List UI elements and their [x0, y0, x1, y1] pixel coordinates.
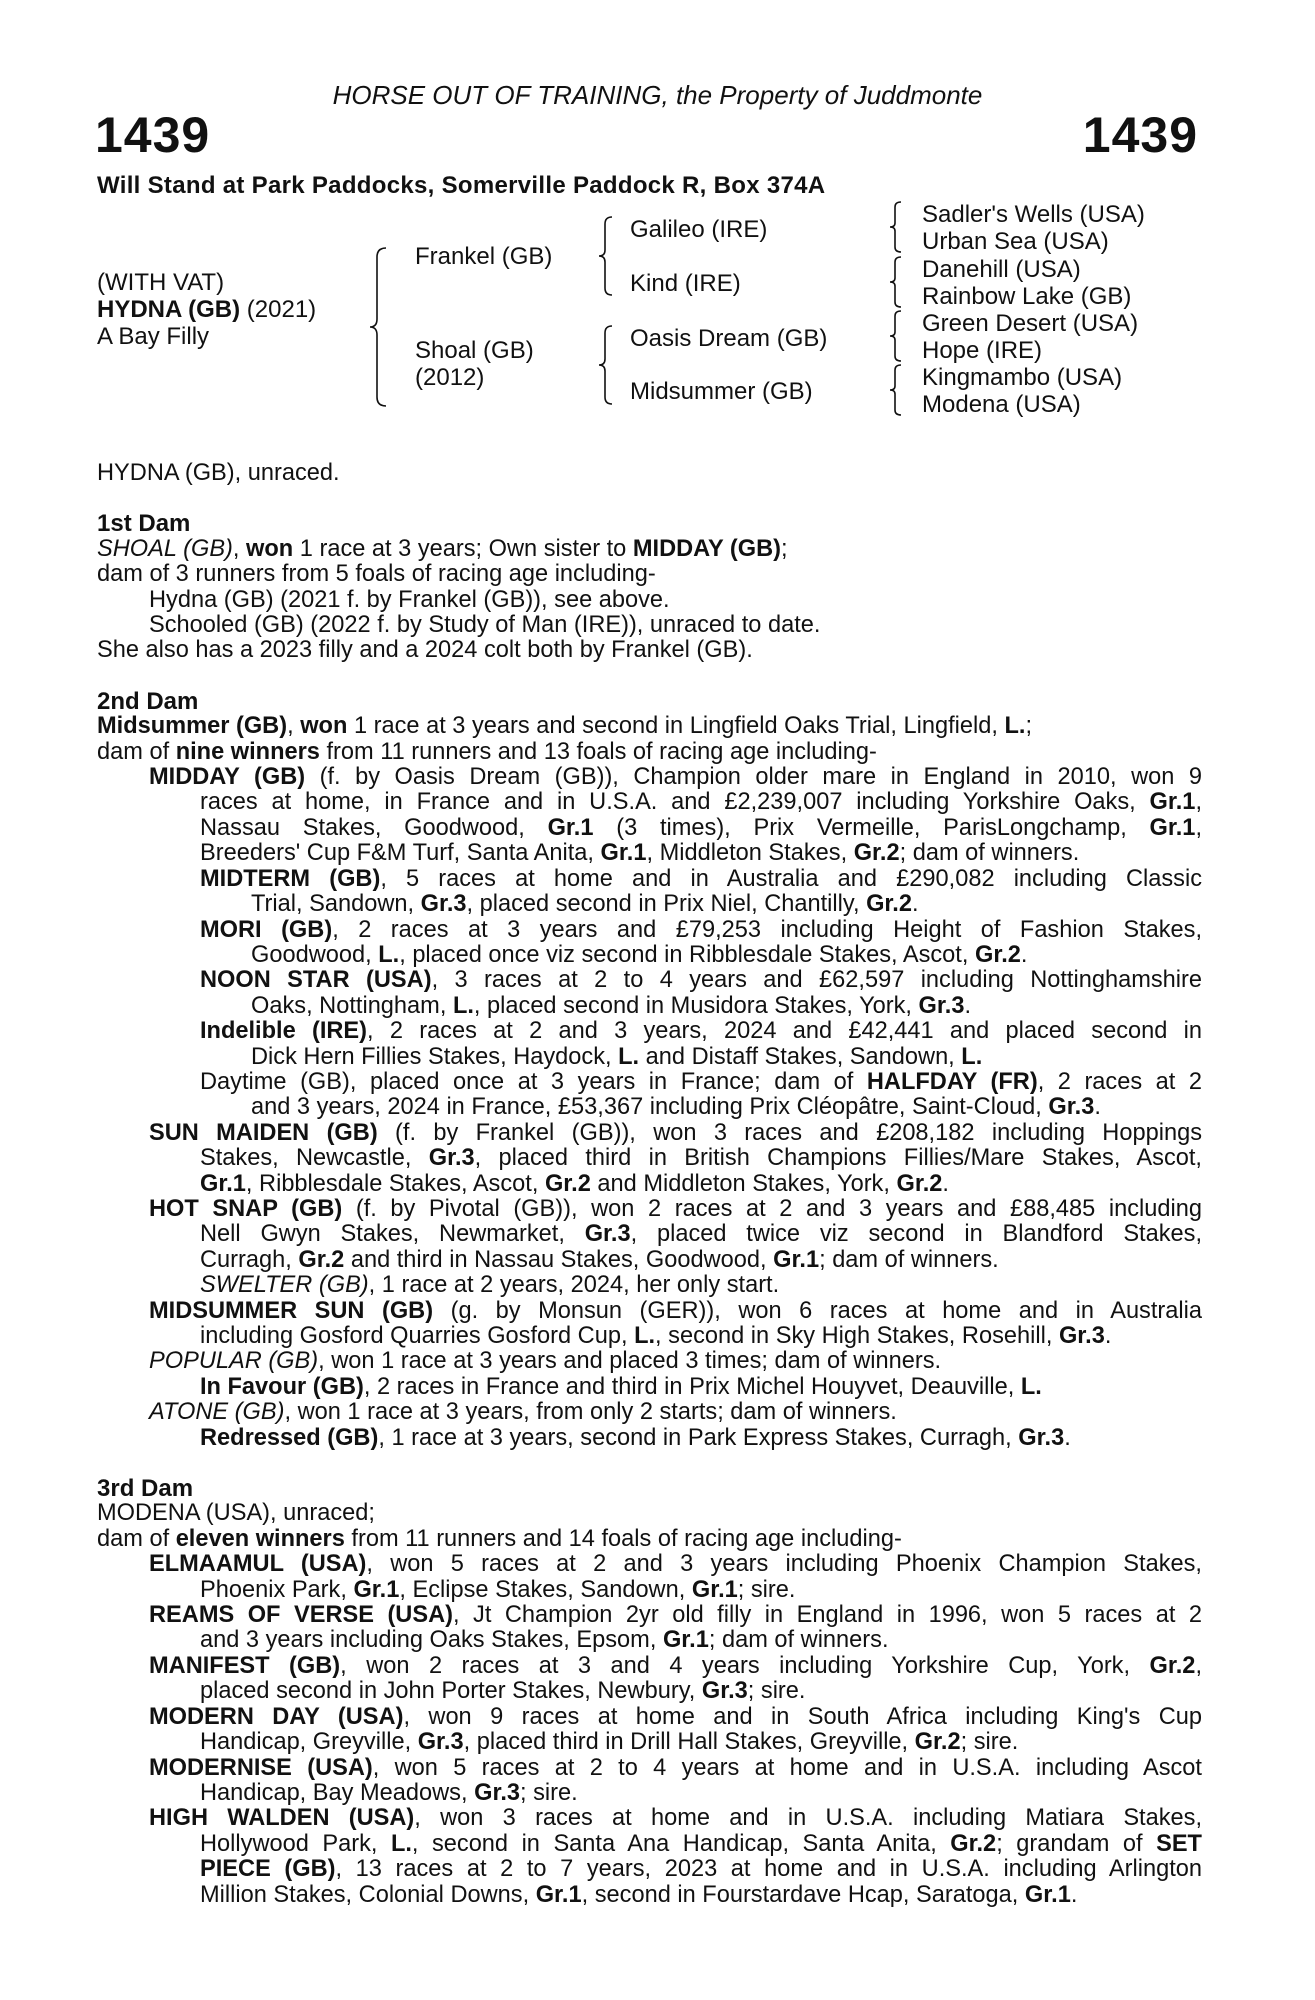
dam-name: Shoal (GB)	[415, 337, 534, 364]
brace-gen3-c	[888, 310, 904, 362]
horse-year: (2021)	[246, 296, 317, 323]
brace-gen3-a	[888, 201, 904, 253]
lot-number-left: 1439	[95, 107, 211, 163]
third-dam-heading: 3rd Dam	[97, 1475, 194, 1503]
sale-subtitle: HORSE OUT OF TRAINING, the Property of Juddmonte	[332, 80, 983, 110]
produce-hydna: Hydna (GB) (2021 f. by Frankel (GB)), see above.	[149, 586, 670, 613]
entry-high-walden: HIGH WALDEN (USA), won 3 races at home and in U.S.A. including Matiara Stakes, Hollywood Park, L., second in Santa Ana Handicap, Santa Anita, Gr.2; grandam of SET PIECE (GB), 13 races at 2 to 7 years, 2023 at home and in U.S.A. including Arlington Million Stakes, Colonial Downs, Gr.1, second in Fourstardave Hcap, Saratoga, Gr.1.	[149, 1805, 1202, 1908]
race-record	[97, 461, 1202, 1908]
gen3-sire-dam-dam: Rainbow Lake (GB)	[922, 283, 1132, 310]
gen3-dam-dam-sire: Kingmambo (USA)	[922, 364, 1123, 391]
entry-popular: POPULAR (GB), won 1 race at 3 years and placed 3 times; dam of winners.	[149, 1348, 942, 1375]
entry-reams-of-verse: REAMS OF VERSE (USA), Jt Champion 2yr old filly in England in 1996, won 5 races at 2 and 3 years including Oaks Stakes, Epsom, Gr.1; dam of winners.	[149, 1602, 1202, 1654]
first-dam-line: SHOAL (GB), won 1 race at 3 years; Own sister to MIDDAY (GB);	[97, 535, 788, 562]
horse-name: HYDNA (GB)	[97, 296, 241, 323]
produce-note: She also has a 2023 filly and a 2024 colt both by Frankel (GB).	[97, 637, 753, 664]
second-dam-heading: 2nd Dam	[97, 687, 199, 715]
entry-modernise: MODERNISE (USA), won 5 races at 2 to 4 years at home and in U.S.A. including Ascot Handicap, Bay Meadows, Gr.3; sire.	[149, 1754, 1202, 1806]
entry-sun-maiden: SUN MAIDEN (GB) (f. by Frankel (GB)), won 3 races and £208,182 including Hoppings Stakes, Newcastle, Gr.3, placed third in British Champions Fillies/Mare Stakes, Ascot, Gr.1, Ribblesdale Stakes, Ascot, Gr.2 and Middleton Stakes, York, Gr.2.	[149, 1119, 1202, 1197]
first-dam-produce-summary: dam of 3 runners from 5 foals of racing age including-	[97, 561, 656, 588]
entry-hot-snap: HOT SNAP (GB) (f. by Pivotal (GB)), won 2 races at 2 and 3 years and £88,485 including Nell Gwyn Stakes, Newmarket, Gr.3, placed twice viz second in Blandford Stakes, Curragh, Gr.2 and third in Nassau Stakes, Goodwood, Gr.1; dam of winners.	[149, 1195, 1203, 1273]
intro-line: HYDNA (GB), unraced.	[97, 460, 340, 486]
gen3-sire-dam-sire: Danehill (USA)	[922, 256, 1081, 283]
third-dam-line: MODENA (USA), unraced;	[97, 1500, 375, 1527]
stand-location: Will Stand at Park Paddocks, Somerville Paddock R, Box 374A	[97, 172, 826, 199]
entry-midday: MIDDAY (GB) (f. by Oasis Dream (GB)), Champion older mare in England in 2010, won 9 races at home, in France and in U.S.A. and £2,239,007 including Yorkshire Oaks, Gr.1, Nassau Stakes, Goodwood, Gr.1 (3 times), Prix Vermeille, ParisLongchamp, Gr.1, Breeders' Cup F&M Turf, Santa Anita, Gr.1, Middleton Stakes, Gr.2; dam of winners.	[149, 764, 1202, 867]
entry-elmaamul: ELMAAMUL (USA), won 5 races at 2 and 3 years including Phoenix Champion Stakes, Phoenix Park, Gr.1, Eclipse Stakes, Sandown, Gr.1; sire.	[149, 1551, 1202, 1603]
entry-atone: ATONE (GB), won 1 race at 3 years, from only 2 starts; dam of winners.	[149, 1399, 897, 1426]
gen3-sire-sire-sire: Sadler's Wells (USA)	[922, 201, 1145, 228]
sire-name: Frankel (GB)	[415, 243, 553, 270]
gen3-dam-dam-dam: Modena (USA)	[922, 391, 1081, 418]
entry-mori: MORI (GB), 2 races at 3 years and £79,253 including Height of Fashion Stakes, Goodwood, L., placed once viz second in Ribblesdale Stakes, Ascot, Gr.2.	[200, 916, 1202, 968]
dam-sire: Oasis Dream (GB)	[630, 325, 828, 352]
entry-modern-day: MODERN DAY (USA), won 9 races at home and in South Africa including King's Cup Handicap, Greyville, Gr.3, placed third in Drill Hall Stakes, Greyville, Gr.2; sire.	[149, 1703, 1203, 1756]
gen3-dam-sire-dam: Hope (IRE)	[922, 337, 1043, 364]
brace-gen3-d	[888, 364, 904, 416]
brace-sire-dam	[368, 247, 390, 407]
entry-swelter: SWELTER (GB), 1 race at 2 years, 2024, her only start.	[200, 1272, 780, 1299]
second-dam-line: Midsummer (GB), won 1 race at 3 years and second in Lingfield Oaks Trial, Lingfield, L.;	[97, 713, 1032, 740]
produce-schooled: Schooled (GB) (2022 f. by Study of Man (IRE)), unraced to date.	[149, 612, 821, 639]
third-dam-produce-summary: dam of eleven winners from 11 runners and 14 foals of racing age including-	[97, 1525, 902, 1552]
horse-description: A Bay Filly	[97, 323, 210, 350]
sire-sire: Galileo (IRE)	[630, 216, 768, 243]
brace-dam-parents	[597, 325, 615, 405]
first-dam-heading: 1st Dam	[97, 510, 191, 538]
lot-number-right: 1439	[1082, 107, 1198, 163]
entry-noon-star: NOON STAR (USA), 3 races at 2 to 4 years and £62,597 including Nottinghamshire Oaks, Nottingham, L., placed second in Musidora Stakes, York, Gr.3.	[200, 967, 1203, 1019]
entry-redressed: Redressed (GB), 1 race at 3 years, second in Park Express Stakes, Curragh, Gr.3.	[200, 1424, 1071, 1451]
horse-identity	[97, 296, 316, 323]
dam-dam: Midsummer (GB)	[630, 378, 813, 405]
vat-note: (WITH VAT)	[97, 269, 225, 296]
second-dam-produce-summary: dam of nine winners from 11 runners and 13 foals of racing age including-	[97, 738, 877, 765]
brace-gen3-b	[888, 256, 904, 308]
entry-daytime: Daytime (GB), placed once at 3 years in France; dam of HALFDAY (FR), 2 races at 2 and 3 years, 2024 in France, £53,367 including Prix Cléopâtre, Saint-Cloud, Gr.3.	[200, 1068, 1203, 1121]
gen3-dam-sire-sire: Green Desert (USA)	[922, 310, 1139, 337]
entry-manifest: MANIFEST (GB), won 2 races at 3 and 4 years including Yorkshire Cup, York, Gr.2, placed second in John Porter Stakes, Newbury, Gr.3; sire.	[149, 1652, 1202, 1705]
entry-indelible: Indelible (IRE), 2 races at 2 and 3 years, 2024 and £42,441 and placed second in Dick Hern Fillies Stakes, Haydock, L. and Distaff Stakes, Sandown, L.	[200, 1018, 1202, 1070]
sire-dam: Kind (IRE)	[630, 270, 741, 297]
entry-midterm: MIDTERM (GB), 5 races at home and in Australia and £290,082 including Classic Trial, Sandown, Gr.3, placed second in Prix Niel, Chantilly, Gr.2.	[200, 865, 1202, 918]
gen3-sire-sire-dam: Urban Sea (USA)	[922, 228, 1109, 255]
entry-in-favour: In Favour (GB), 2 races in France and third in Prix Michel Houyvet, Deauville, L.	[200, 1373, 1042, 1400]
entry-midsummer-sun: MIDSUMMER SUN (GB) (g. by Monsun (GER)), won 6 races at home and in Australia including Gosford Quarries Gosford Cup, L., second in Sky High Stakes, Rosehill, Gr.3.	[149, 1297, 1202, 1349]
brace-sire-parents	[597, 216, 615, 296]
dam-year: (2012)	[415, 364, 485, 391]
